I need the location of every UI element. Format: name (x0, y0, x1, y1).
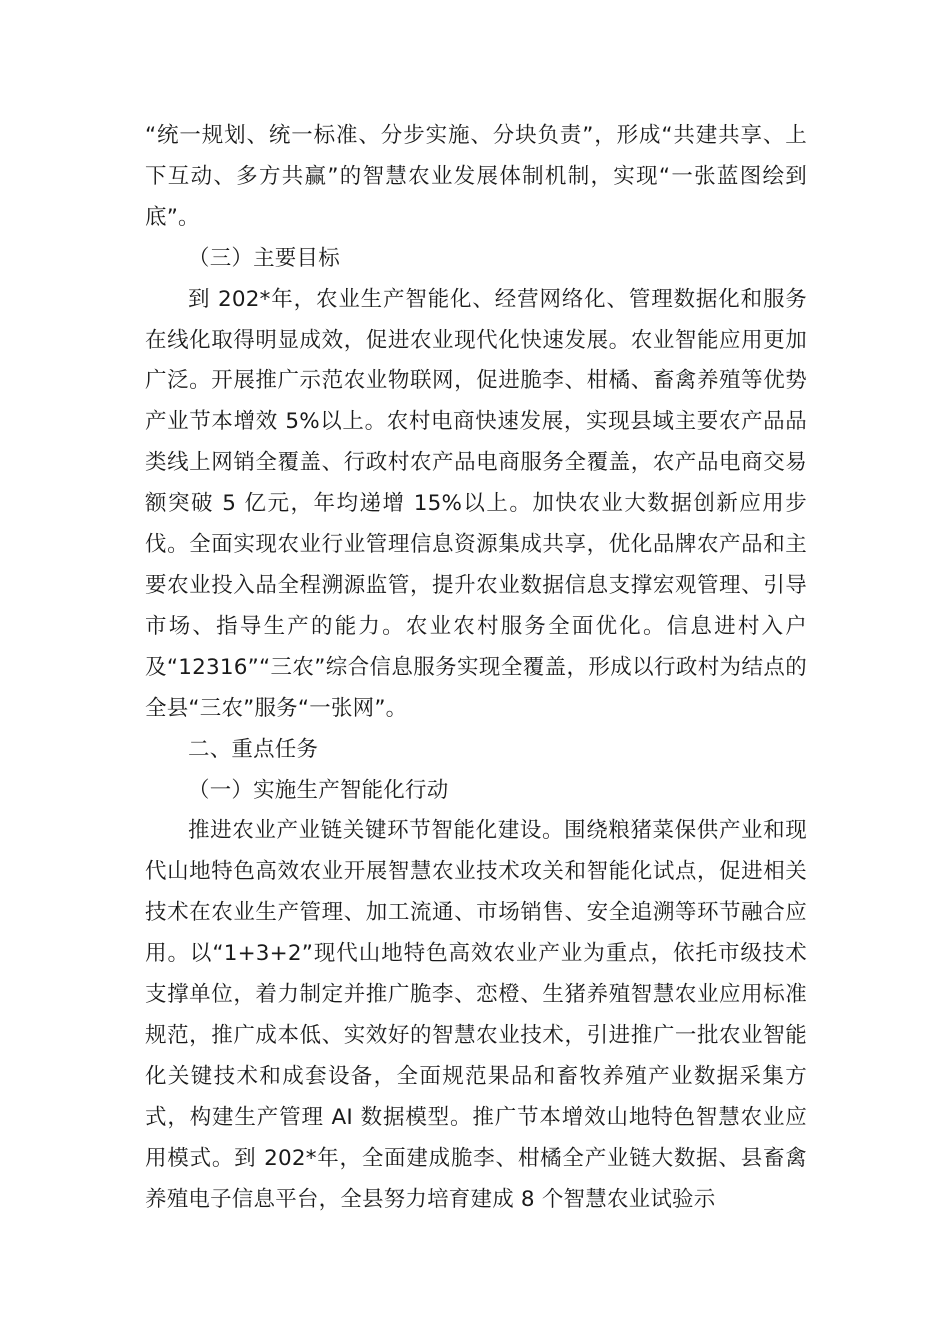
paragraph-main-goals: 到 202*年，农业生产智能化、经营网络化、管理数据化和服务在线化取得明显成效，促进农业现代化快速发展。农业智能应用更加广泛。开展推广示范农业物联网，促进脆李、柑橘、畜禽养殖等优势产业节本增效 5%以上。农村电商快速发展，实现县域主要农产品品类线上网销全覆盖、行政村农产品电商服务全覆盖，农产品电商交易额突破 5 亿元，年均递增 15%以上。加快农业大数据创新应用步伐。全面实现农业行业管理信息资源集成共享，优化品牌农产品和主要农业投入品全程溯源监管，提升农业数据信息支撑宏观管理、引导市场、指导生产的能力。农业农村服务全面优化。信息进村入户及“12316”“三农”综合信息服务实现全覆盖，形成以行政村为结点的全县“三农”服务“一张网”。 (145, 286, 807, 721)
section-heading-key-tasks: 二、重点任务 (188, 736, 319, 762)
document-body (145, 116, 807, 1220)
paragraph-continuation: “统一规划、统一标准、分步实施、分块负责”，形成“共建共享、上下互动、多方共赢”的智慧农业发展体制机制，实现“一张蓝图绘到底”。 (145, 123, 807, 230)
section-heading-production-intelligence: （一）实施生产智能化行动 (188, 777, 449, 803)
paragraph-production-intelligence: 推进农业产业链关键环节智能化建设。围绕粮猪菜保供产业和现代山地特色高效农业开展智慧农业技术攻关和智能化试点，促进相关技术在农业生产管理、加工流通、市场销售、安全追溯等环节融合应用。以“1+3+2”现代山地特色高效农业产业为重点，依托市级技术支撑单位，着力制定并推广脆李、恋橙、生猪养殖智慧农业应用标准规范，推广成本低、实效好的智慧农业技术，引进推广一批农业智能化关键技术和成套设备，全面规范果品和畜牧养殖产业数据采集方式，构建生产管理 AI 数据模型。推广节本增效山地特色智慧农业应用模式。到 202*年，全面建成脆李、柑橘全产业链大数据、县畜禽养殖电子信息平台，全县努力培育建成 8 个智慧农业试验示 (145, 818, 807, 1212)
section-heading-main-goals: （三）主要目标 (188, 245, 340, 271)
